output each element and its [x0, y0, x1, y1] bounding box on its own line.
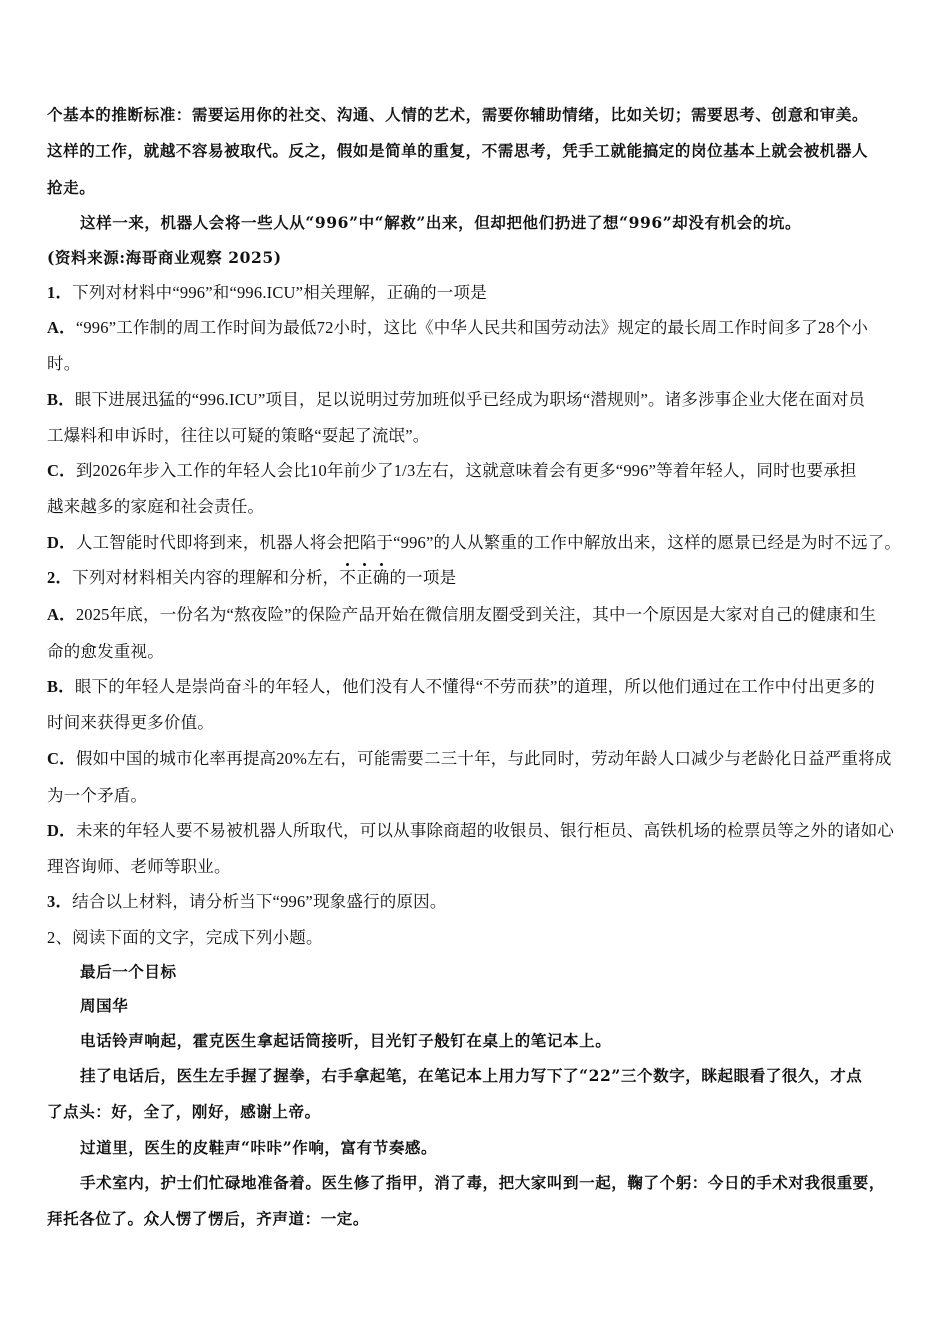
- question-2-option-b: [47, 676, 875, 698]
- option-continuation: 工爆料和申诉时，往往以可疑的策略“耍起了流氓”。: [47, 426, 430, 445]
- option-text: 假如中国的城市化率再提高20%左右，可能需要二三十年，与此同时，劳动年龄人口减少与老龄化日益严重将成: [75, 749, 892, 768]
- section-heading: 2、阅读下面的文字，完成下列小题。: [47, 928, 323, 947]
- question-2-option-a: [47, 604, 876, 626]
- option-text: 眼下进展迅猛的“996.ICU”项目，足以说明过劳加班似乎已经成为职场“潜规则”。诸多涉事企业大佬在面对员: [74, 390, 866, 409]
- option-text: 未来的年轻人要不易被机器人所取代，可以从事除商超的收银员、银行柜员、高铁机场的检票员等之外的诸如心: [75, 821, 895, 840]
- option-label: D．: [47, 821, 76, 840]
- story-paragraph: 手术室内，护士们忙碌地准备着。医生修了指甲，消了毒，把大家叫到一起，鞠了个躬：今日的手术对我很重要，: [80, 1173, 886, 1192]
- option-text: 人工智能时代即将到来，机器人将会把陷于“996”的人从繁重的工作中解放出来，这样的愿景已经是为时不远了。: [75, 533, 902, 552]
- story-paragraph: 电话铃声响起，霍克医生拿起话筒接听，目光钉子般钉在桌上的笔记本上。: [80, 1031, 612, 1050]
- option-text: 到2026年步入工作的年轻人会比10年前少了1/3左右，这就意味着会有更多“996”等着年轻人，同时也要承担: [75, 461, 857, 480]
- option-continuation: 理咨询师、老师等职业。: [47, 857, 231, 876]
- story-title: 最后一个目标: [80, 962, 177, 981]
- option-label: C．: [47, 461, 76, 480]
- question-number: 1．: [47, 283, 73, 302]
- story-author: 周国华: [80, 996, 129, 1015]
- question-2-option-d: [47, 820, 894, 842]
- question-1-option-d: [47, 532, 901, 554]
- question-number: 2．: [47, 568, 73, 587]
- option-label: B．: [47, 390, 75, 409]
- question-1-option-c: [47, 460, 857, 482]
- option-text: “996”工作制的周工作时间为最低72小时，这比《中华人民共和国劳动法》规定的最长周工作时间多了28个小: [75, 318, 869, 337]
- option-continuation: 时。: [47, 354, 81, 373]
- question-text: 结合以上材料，请分析当下“996”现象盛行的原因。: [72, 892, 447, 911]
- option-text: 眼下的年轻人是崇尚奋斗的年轻人，他们没有人不懂得“不劳而获”的道理，所以他们通过在工作中付出更多的: [74, 677, 875, 696]
- question-text: 的一项是: [389, 568, 457, 587]
- emphasis-char: 正: [356, 568, 373, 587]
- option-text: 2025年底，一份名为“熬夜险”的保险产品开始在微信朋友圈受到关注，其中一个原因是大家对自己的健康和生: [75, 605, 877, 624]
- emphasis-char: 不: [339, 568, 357, 587]
- option-continuation: 命的愈发重视。: [47, 642, 164, 661]
- story-paragraph: 挂了电话后，医生左手握了握拳，右手拿起笔，在笔记本上用力写下了“22”三个数字，眯起眼看了很久，才点: [80, 1066, 863, 1085]
- passage-line: 这样一来，机器人会将一些人从“996”中“解救”出来，但却把他们扔进了想“996”却没有机会的坑。: [80, 213, 802, 232]
- question-number: 3．: [47, 892, 73, 911]
- story-paragraph-continuation: 拜托各位了。众人愣了愣后，齐声道：一定。: [47, 1209, 370, 1228]
- question-3-stem: [47, 891, 447, 913]
- passage-line: 这样的工作，就越不容易被取代。反之，假如是简单的重复，不需思考，凭手工就能搞定的岗位基本上就会被机器人: [47, 141, 869, 160]
- question-2-option-c: [47, 748, 892, 770]
- question-1-stem: [47, 282, 487, 304]
- passage-line: 抢走。: [47, 178, 96, 197]
- question-1-option-a: [47, 317, 868, 339]
- question-2-stem: [47, 567, 456, 589]
- option-label: A．: [47, 318, 76, 337]
- story-paragraph: 过道里，医生的皮鞋声“咔咔”作响，富有节奏感。: [80, 1138, 438, 1157]
- source-citation: (资料来源:海哥商业观察 2025): [47, 248, 282, 267]
- question-text: 下列对材料相关内容的理解和分析，: [72, 568, 340, 587]
- passage-line: 个基本的推断标准：需要运用你的社交、沟通、人情的艺术，需要你辅助情绪，比如关切；需要思考、创意和审美。: [47, 105, 869, 124]
- option-continuation: 越来越多的家庭和社会责任。: [47, 497, 265, 516]
- option-continuation: 时间来获得更多价值。: [47, 713, 214, 732]
- emphasis-char: 确: [372, 568, 390, 587]
- story-paragraph-continuation: 了点头：好，全了，刚好，感谢上帝。: [47, 1102, 321, 1121]
- option-label: D．: [47, 533, 76, 552]
- question-text: 下列对材料中“996”和“996.ICU”相关理解，正确的一项是: [72, 283, 487, 302]
- question-1-option-b: [47, 389, 865, 411]
- option-continuation: 为一个矛盾。: [47, 786, 148, 805]
- option-label: C．: [47, 749, 76, 768]
- option-label: A．: [47, 605, 76, 624]
- option-label: B．: [47, 677, 75, 696]
